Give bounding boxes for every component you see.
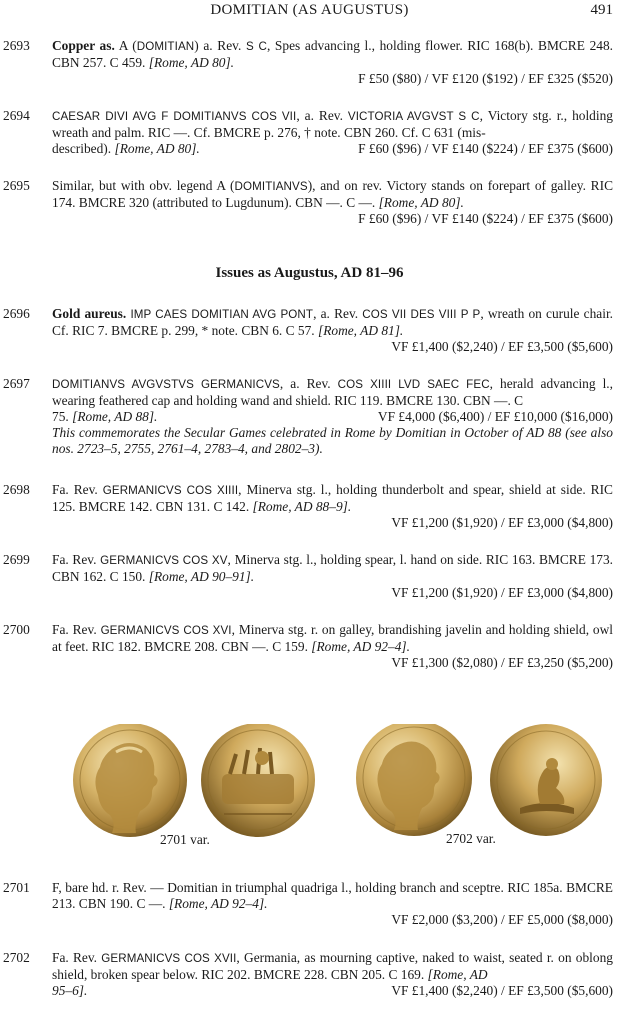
text: , a. Rev. [279, 376, 338, 391]
text: ), and on rev. Victory stands on forepart of galley. RIC 174. BMCRE 320 (attributed to Lugdunum). CBN —. C —. [52, 178, 613, 210]
reverse-legend: GERMANICVS COS XIIII [102, 484, 239, 497]
text: Fa. Rev. [52, 950, 102, 965]
entry-number: 2695 [3, 178, 30, 193]
price-line: VF £2,000 ($3,200) / EF £5,000 ($8,000) [391, 912, 613, 927]
price-line: VF £1,200 ($1,920) / EF £3,000 ($4,800) [391, 515, 613, 530]
text: , a. Rev. [313, 306, 363, 321]
mint-date: [Rome, AD 88–9]. [252, 499, 352, 514]
obverse-legend: IMP CAES DOMITIAN AVG PONT [130, 308, 314, 321]
text: 75. [52, 409, 69, 424]
text: , Germania, as mourning captive, naked to waist, seated r. on oblong shield, broken spear below. RIC 202. BMCRE 228. CBN 205. C 169. [52, 950, 613, 982]
obverse-legend: CAESAR DIVI AVG F DOMITIANVS COS VII [52, 110, 297, 123]
entry-number: 2698 [3, 482, 30, 497]
entry-text [52, 880, 613, 928]
price: VF £4,000 ($6,400) / EF £10,000 ($16,000) [377, 409, 613, 424]
entry-number: 2697 [3, 376, 30, 391]
text: Similar, but with obv. legend A ( [52, 178, 235, 193]
text: , Minerva stg. l., holding spear, l. hand on side. RIC 163. BMCRE 173. CBN 162. C 150. [52, 552, 614, 584]
mint-date: [Rome, AD 80]. [114, 141, 200, 156]
price-line: F £50 ($80) / VF £120 ($192) / EF £325 ($520) [358, 71, 613, 86]
entry-text [52, 38, 613, 87]
reverse-legend: S C [246, 40, 267, 53]
text: , wreath on curule chair. Cf. RIC 7. BMCRE p. 299, * note. CBN 6. C 57. [52, 306, 614, 338]
text: , herald advancing l., wearing feathered cap and holding wand and shield. RIC 119. BMCRE 130. CBN —. C [52, 376, 614, 408]
reverse-legend: GERMANICVS COS XV [100, 554, 228, 567]
entry-number: 2700 [3, 622, 30, 637]
denomination: Copper as. [52, 38, 115, 53]
entry-text [52, 306, 613, 355]
coin-illustrations [0, 724, 619, 852]
coin-2701-obverse [73, 724, 187, 837]
running-title: DOMITIAN (AS AUGUSTUS) [210, 2, 409, 18]
entry-text [52, 376, 613, 457]
denomination: Gold aureus. [52, 306, 127, 321]
price-line: VF £1,400 ($2,240) / EF £3,500 ($5,600) [391, 339, 613, 354]
entry-text [52, 552, 613, 601]
text: ) a. Rev. [194, 38, 246, 53]
price-line: VF £1,300 ($2,080) / EF £3,250 ($5,200) [391, 655, 613, 670]
coin-2702-reverse [490, 724, 602, 836]
mint-date: [Rome, AD 92–4]. [311, 639, 410, 654]
text: , Spes advancing l., holding flower. RIC 168(b). BMCRE 248. CBN 257. C 459. [52, 38, 613, 70]
page-header [0, 2, 619, 22]
entry-number: 2696 [3, 306, 30, 321]
reverse-legend: GERMANICVS COS XVII [101, 952, 237, 965]
entry-text [52, 950, 613, 999]
obverse-legend: DOMITIANVS [234, 180, 308, 193]
price-line [52, 983, 613, 999]
entry-number: 2702 [3, 950, 30, 965]
text: , Minerva stg. r. on galley, brandishing javelin and holding shield, owl at feet. RIC 182. BMCRE 208. CBN —. C 159. [52, 622, 614, 654]
price-line: VF £1,200 ($1,920) / EF £3,000 ($4,800) [391, 585, 613, 600]
text: described). [52, 141, 112, 156]
text: Fa. Rev. [52, 552, 101, 567]
reverse-legend: COS VII DES VIII P P [362, 308, 481, 321]
coin-photos [0, 724, 619, 852]
caption-2701: 2701 var. [160, 832, 210, 847]
caption-2702: 2702 var. [446, 831, 496, 846]
price-line [52, 141, 613, 157]
text: , Victory stg. r., holding wreath and palm. RIC —. Cf. BMCRE p. 276, † note. CBN 260. Cf. C 631 (mis- [52, 108, 613, 140]
section-heading: Issues as Augustus, AD 81–96 [215, 265, 404, 281]
page-number: 491 [590, 2, 613, 18]
text: Fa. Rev. [52, 622, 101, 637]
price: VF £1,400 ($2,240) / EF £3,500 ($5,600) [391, 983, 613, 998]
mint-date: [Rome, AD 92–4]. [168, 896, 268, 911]
price: F £60 ($96) / VF £140 ($224) / EF £375 ($600) [358, 141, 613, 156]
entry-text [52, 178, 613, 227]
mint-date: [Rome, AD 90–91]. [148, 569, 255, 584]
entry-number: 2701 [3, 880, 30, 895]
entry-number: 2693 [3, 38, 30, 53]
reverse-legend: COS XIIII LVD SAEC FEC [337, 378, 490, 391]
obverse-legend: DOMITIAN [136, 40, 195, 53]
entry-text [52, 482, 613, 531]
mint-date: [Rome, AD 80]. [378, 195, 464, 210]
reverse-legend: VICTORIA AVGVST S C [347, 110, 480, 123]
coin-2701-reverse [201, 724, 315, 837]
text: , a. Rev. [296, 108, 348, 123]
coin-2702-obverse [356, 724, 472, 836]
reverse-legend: GERMANICVS COS XVI [100, 624, 232, 637]
mint-date: [Rome, AD [427, 967, 488, 982]
mint-date: [Rome, AD 81]. [317, 323, 404, 338]
text: , Minerva stg. l., holding thunderbolt and spear, shield at side. RIC 125. BMCRE 142. CBN 131. C 142. [52, 482, 613, 514]
text: A ( [114, 38, 137, 53]
price-line [52, 409, 613, 425]
obverse-legend: DOMITIANVS AVGVSTVS GERMANICVS [52, 378, 280, 391]
entry-note: This commemorates the Secular Games celebrated in Rome by Domitian in October of AD 88 (see also nos. 2723–5, 2755, 2761–4, 2783–4, and 2802–3). [52, 425, 613, 456]
entry-number: 2694 [3, 108, 30, 123]
mint-date: [Rome, AD 80]. [148, 55, 235, 70]
entry-text [52, 108, 613, 157]
price-line: F £60 ($96) / VF £140 ($224) / EF £375 ($600) [358, 211, 613, 226]
text: Fa. Rev. [52, 482, 103, 497]
text: F, bare hd. r. Rev. — Domitian in triumphal quadriga l., holding branch and sceptre. RIC 185a. BMCRE 213. CBN 190. C —. [52, 880, 613, 911]
entry-number: 2699 [3, 552, 30, 567]
mint-date: 95–6]. [52, 983, 88, 998]
mint-date: [Rome, AD 88]. [72, 409, 158, 424]
entry-text [52, 622, 613, 671]
